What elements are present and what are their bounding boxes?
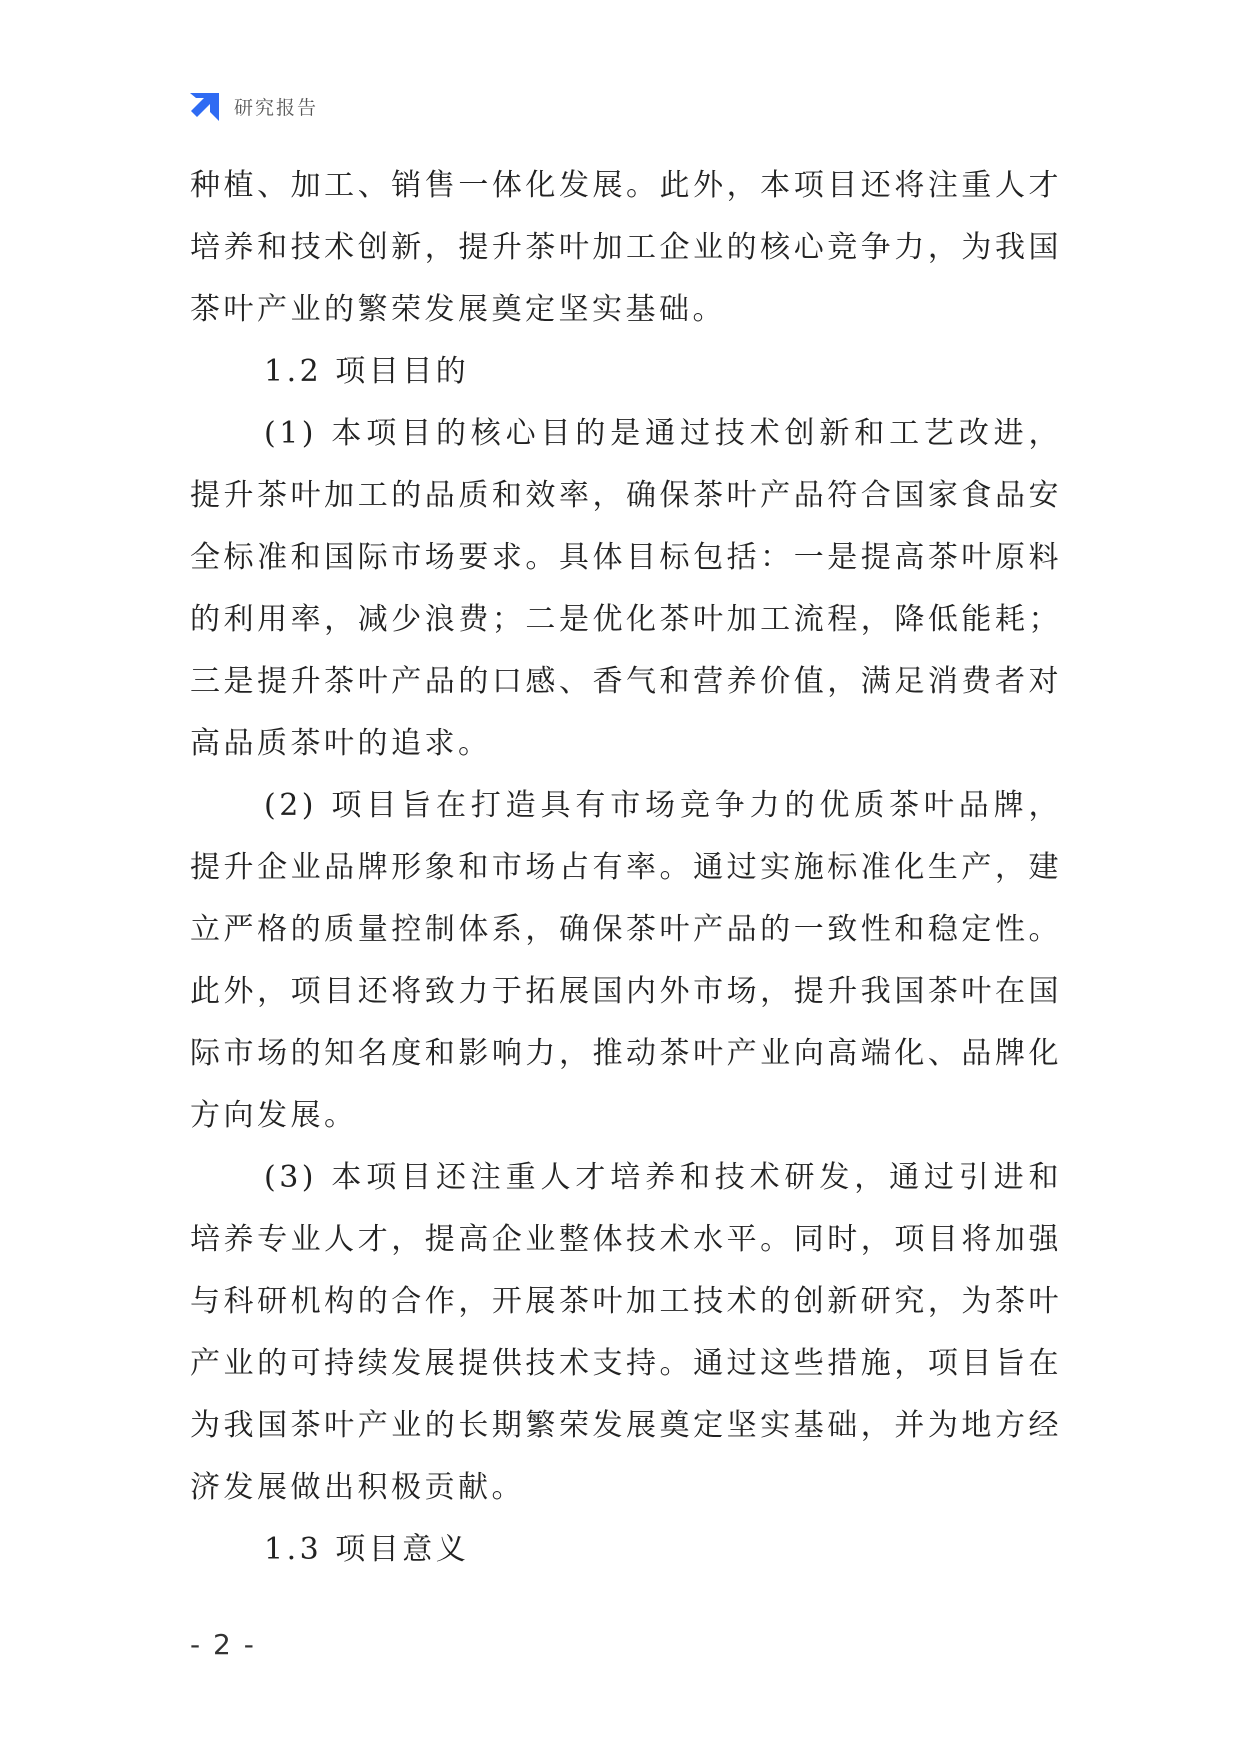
page-number: - 2 -	[190, 1628, 256, 1661]
header-title: 研究报告	[234, 96, 319, 119]
section-heading-1-2: 1.2 项目目的	[264, 354, 470, 389]
arrow-up-right-icon	[188, 90, 222, 122]
page-header	[188, 90, 318, 122]
paragraph-3: (3) 本项目还注重人才培养和技术研发，通过引进和培养专业人才，提高企业整体技术水平。同时，项目将加强与科研机构的合作，开展茶叶加工技术的创新研究，为茶叶产业的可持续发展提供技术支持。通过这些措施，项目旨在为我国茶叶产业的长期繁荣发展奠定坚实基础，并为地方经济发展做出积极贡献。	[190, 1160, 1062, 1505]
section-heading-1-3: 1.3 项目意义	[264, 1532, 470, 1567]
paragraph-intro: 种植、加工、销售一体化发展。此外，本项目还将注重人才培养和技术创新，提升茶叶加工企业的核心竞争力，为我国茶叶产业的繁荣发展奠定坚实基础。	[190, 168, 1062, 327]
paragraph-2: (2) 项目旨在打造具有市场竞争力的优质茶叶品牌，提升企业品牌形象和市场占有率。通过实施标准化生产，建立严格的质量控制体系，确保茶叶产品的一致性和稳定性。此外，项目还将致力于拓展国内外市场，提升我国茶叶在国际市场的知名度和影响力，推动茶叶产业向高端化、品牌化方向发展。	[190, 788, 1062, 1133]
document-body	[190, 155, 1062, 1581]
paragraph-1: (1) 本项目的核心目的是通过技术创新和工艺改进，提升茶叶加工的品质和效率，确保茶叶产品符合国家食品安全标准和国际市场要求。具体目标包括：一是提高茶叶原料的利用率，减少浪费；二是优化茶叶加工流程，降低能耗；三是提升茶叶产品的口感、香气和营养价值，满足消费者对高品质茶叶的追求。	[190, 416, 1062, 761]
